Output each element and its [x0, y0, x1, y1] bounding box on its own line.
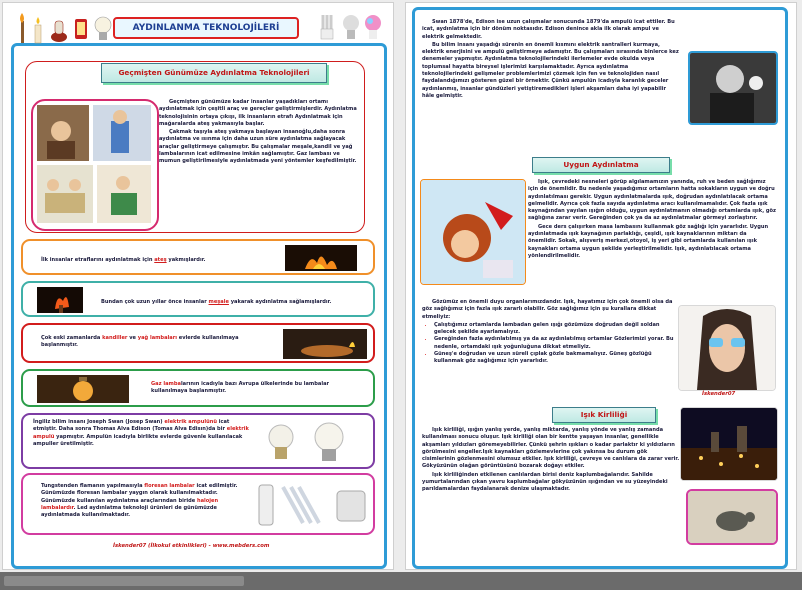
- fluorescent-text: [41, 483, 247, 519]
- bulb-keyword-1: elektrik ampulünü: [164, 419, 217, 425]
- torch-icon: [20, 13, 24, 43]
- torch-photo: [37, 287, 83, 313]
- edison-photo: [688, 51, 778, 125]
- fire-keyword: ateş: [154, 257, 167, 263]
- bulb-text-1: İngiliz bilim insanı Joseph Swan (Josep Swan): [33, 419, 165, 425]
- oil-lamp-keyword-2: yağ lambaları: [137, 335, 177, 341]
- gas-lamp-text: [151, 381, 361, 396]
- section-title-kirlilik: Işık Kirliliği: [552, 407, 656, 423]
- desk-lamp-photo: [420, 179, 526, 285]
- campfire-photo: [285, 245, 357, 271]
- oil-lamp-text-pre: Çok eski zamanlarda: [41, 335, 103, 341]
- torch-text-pre: Bundan çok uzun yıllar önce insanlar: [101, 299, 209, 305]
- fluorescent-keyword-2: halojen lambalardır: [41, 497, 219, 511]
- edison-paragraph: Swan 1878'de, Edison ise uzun çalışmalar sonucunda 1879'da ampulü icat ettiler. Bu icat, aydınlatma için bir dönüm noktasıdır. Edison denince akla ilk olarak ampul ve elektrik gelmektedir.: [422, 19, 675, 40]
- kirlilik-paragraph: Işık kirliliğinden etkilenen canlılardan birisi deniz kaplumbağalarıdır. Sahilde yumurtalarından çıkan yavru kaplumbağalar gökyüzünün ışığından ve su yüzeyindeki parıldamalardan faydalanarak denize ulaşmaktadır.: [422, 471, 668, 493]
- lantern-icon: [75, 19, 87, 39]
- fluorescent-text-1: Tungstenden flamanın yapılmasıyla: [41, 483, 145, 489]
- kirlilik-text: [422, 427, 680, 495]
- left-page: [2, 2, 394, 570]
- left-footer: İskender07 (İlkokul etkinlikleri) - www.mebders.com: [113, 543, 270, 549]
- header-lamps-icons: [15, 11, 119, 45]
- eye-health-paragraph: Gözümüz en önemli duyu organlarımızdandır. Işık, hayatımız için çok önemli olsa da göz sağlığımız için fazla ışık zararlı olabilir. Göz sağlığımız için şu kurallara dikkat etmeliyiz:: [422, 299, 673, 320]
- bulb-info-box: [21, 413, 375, 469]
- viewer-bottom-bar: [0, 572, 802, 590]
- oil-lamp-info-box: [21, 323, 375, 363]
- desk-lamp-image: [421, 180, 525, 284]
- history-collage-image: [33, 101, 157, 229]
- signature: İskender07: [702, 391, 736, 397]
- bulb-text-3: yapmıştır. Ampulün icadıyla birlikte evlerde güvenle kullanılacak ampuller üretilmiştir.: [33, 433, 243, 447]
- fire-text: [41, 257, 273, 264]
- edison-text: [422, 19, 680, 101]
- modern-bulbs-icons: [313, 11, 385, 45]
- torch-keyword: meşale: [208, 299, 229, 305]
- fluorescent-text-3: . Led aydınlatma teknoloji ürünleri de günümüzde aydınlatmada kullanılmaktadır.: [41, 504, 217, 519]
- scrollbar-track[interactable]: [4, 576, 244, 586]
- fluorescent-keyword-1: floresan lambalar: [144, 483, 195, 489]
- oil-lamp-photo: [283, 329, 367, 359]
- eye-health-text: [422, 299, 674, 366]
- gas-lamp-info-box: [21, 369, 375, 407]
- bulb-keyword-2: elektrik ampulü: [33, 426, 249, 440]
- kirlilik-paragraph: Işık kirliliği, ışığın yanlış yerde, yanlış miktarda, yanlış yönde ve yanlış zamanda kullanılması sonucu oluşur. Işık kirliliği olan bir kentte yaşayan insanlar, genellikle akşamları yıldızları göremeyebilirler. Çünkü şehrin ışıkları o kadar parlaktır ki yıldızların görülmesini engeller.Işık kaynakları gözlemevlerine çok yakınsa bu durum gök cisimlerinin gözlenmesini olumsuz etkiler. Işık kirliliği, çevreye ve canlılara da zarar verir. Gökyüzünün olağan görüntüsünü bozarak doğayı etkiler.: [422, 427, 680, 470]
- right-page: [405, 2, 797, 570]
- baby-turtle-image: [688, 491, 776, 543]
- sunglasses-photo: [678, 305, 776, 391]
- bulb-text: [33, 419, 253, 448]
- bulb-photos: [259, 419, 369, 465]
- oil-lamp-text-post: evlerde kullanılmaya başlanmıştır.: [41, 335, 239, 349]
- candle-icon: [35, 17, 41, 43]
- modern-lamps-photo: [253, 479, 373, 533]
- uygun-paragraph: Işık, çevredeki nesneleri görüp algılamamızın yanında, ruh ve beden sağlığımız için de önemlidir. Bu nedenle yaşadığımız ortamların hatta sokakların uygun ve doğru aydınlatılması gerekir. Uygun aydınlatmalarda ışık, doğrudan aydınlatılacak ortama gelmelidir. Ayrıca çok fazla sayıda aydınlatma aracı kullanılmamalıdır. Çok fazla ışık kaynağından yayılan ışığın olduğu, uygun aydınlatmanın olmadığı ortamlarda ışık, göz sağlığına zarar verir. Gereğinden çok ya da az aydınlatmalar görmeyi zorlaştırır.: [528, 179, 777, 222]
- cfl-bulb-icon: [321, 15, 333, 39]
- sunglasses-woman-image: [679, 306, 775, 390]
- page-title: AYDINLANMA TEKNOLOJİLERİ: [113, 17, 299, 39]
- fluorescent-info-box: [21, 473, 375, 535]
- bulb-text-2: icat etmiştir. Daha sonra Thomas Alva Edison (Tomas Alva Edisın)da bir: [33, 419, 230, 433]
- oil-lamp-text: [41, 335, 263, 350]
- fire-text-pre: İlk insanlar etraflarını aydınlatmak için: [41, 257, 155, 263]
- oil-lamp-keyword-1: kandiller: [102, 335, 128, 341]
- torch-text: [101, 299, 371, 306]
- torch-text-post: yakarak aydınlatma sağlamışlardır.: [228, 299, 332, 305]
- oil-lamp-icon: [51, 21, 67, 42]
- fire-info-box: [21, 239, 375, 275]
- eye-health-list: [422, 322, 674, 366]
- eye-health-rule: • Çalıştığımız ortamlarda lambadan gelen ışığı gözümüze doğrudan değil soldan gelecek şekilde ayarlamalıyız.: [434, 322, 674, 337]
- smart-bulb-icon: [365, 15, 381, 39]
- turtle-photo: [686, 489, 778, 545]
- history-photo-collage: [31, 99, 159, 231]
- city-night-image: [681, 408, 777, 480]
- eye-health-rule: • Güneş'e doğrudan ve uzun süreli çıplak gözle bakmamalıyız. Güneş gözlüğü kullanmak göz sağlığımız için yararlıdır.: [434, 351, 674, 366]
- torch-info-box: [21, 281, 375, 317]
- gas-lamp-photo: [37, 375, 129, 403]
- history-paragraph: Geçmişten günümüze kadar insanlar yaşadıkları ortamı aydınlatmak için çeşitli araç ve gereçler geliştirmişlerdir. Aydınlatma teknolojisinin ortaya çıkışı, ilk insanların etrafı Aydınlatmak için mağaralarda ateş yakmasıyla başlar.: [159, 99, 357, 127]
- section-title-history: Geçmişten Günümüze Aydınlatma Teknolojileri: [101, 63, 327, 83]
- eye-health-rule: • Gereğinden fazla aydınlatılmış ya da az aydınlatılmış ortamlar Gözlerimizi yorar. Bu nedenle, ortamdaki ışık yoğunluğuna dikkat etmeliyiz.: [434, 336, 674, 351]
- history-paragraph: Çakmak taşıyla ateş yakmaya başlayan insanoğlu,daha sonra aydınlatma ve ısınma için daha uzun süre aydınlatma sağlayacak araçlar geliştirmeye çalışmıştır. Bu çalışmalar meşale,kandil ve yağ lambalarının icat edilmesine imkân sağlamıştır. Gaz lambası ve mumun geliştirilmesiyle aydınlatmada yeni yöntemler keşfedilmiştir.: [159, 129, 357, 165]
- fire-text-post: yakmışlardır.: [166, 257, 206, 263]
- led-bulb-icon: [343, 15, 359, 39]
- gas-lamp-text-post: larının icadıyla bazı Avrupa ülkelerinde bu lambalar kullanılmaya başlanmıştır.: [151, 381, 330, 395]
- edison-portrait-image: [690, 53, 776, 123]
- oil-lamp-text-mid: ve: [127, 335, 138, 341]
- city-lights-photo: [680, 407, 778, 481]
- history-text: [159, 99, 359, 167]
- gas-lamp-keyword: Gaz lamba: [151, 381, 181, 387]
- bulb-icon: [95, 17, 111, 40]
- fluorescent-text-2: icat edilmiştir. Günümüzde floresan lambalar yaygın olarak kullanılmaktadır. Günümüzde kullanılan aydınlatma araçlarından biride: [41, 483, 238, 504]
- edison-paragraph: Bu bilim insanı yaşadığı sürenin en önemli kısmını elektrik santralleri kurmaya, elektrik enerjisini ve ampulü geliştirmeye adamıştır. Bu çalışmaları sırasında binlerce kez denemeler yapmıştır. Aydınlatma teknolojilerindeki ilerlemeler evde okulda veya toplumsal hayatta bireysel işlerimizi karşılamaktadır. Ayrıca aydınlatma teknolojilerindeki gelişmeler problemlerimizi çözmek için fen ve teknolojiden nasıl faydalandığımızı gösteren güzel bir örnektir. Çünkü ampulün icadıyla karanlık geceler aydınlanmış, insanlar gündüzleri yetiştiremedikleri işleri akşamları daha iyi yapabilir hâle gelmiştir.: [422, 41, 679, 99]
- uygun-paragraph: Gece ders çalışırken masa lambasını kullanmak göz sağlığı için yararlıdır. Uygun aydınlatmada ışık kaynağının parlaklığı, çeşidi, ışık kaynaklarının miktarı da önemlidir. Sokak, alışveriş merkezi,otoyol, iş yeri gibi ortamlarda kullanılan ışık kaynakları ortama uygun şekilde yerleştirilmelidir. Işık, aydınlatılacak ortama yönlendirilmelidir.: [528, 223, 769, 259]
- uygun-text: [528, 179, 776, 261]
- section-title-uygun: Uygun Aydınlatma: [532, 157, 670, 173]
